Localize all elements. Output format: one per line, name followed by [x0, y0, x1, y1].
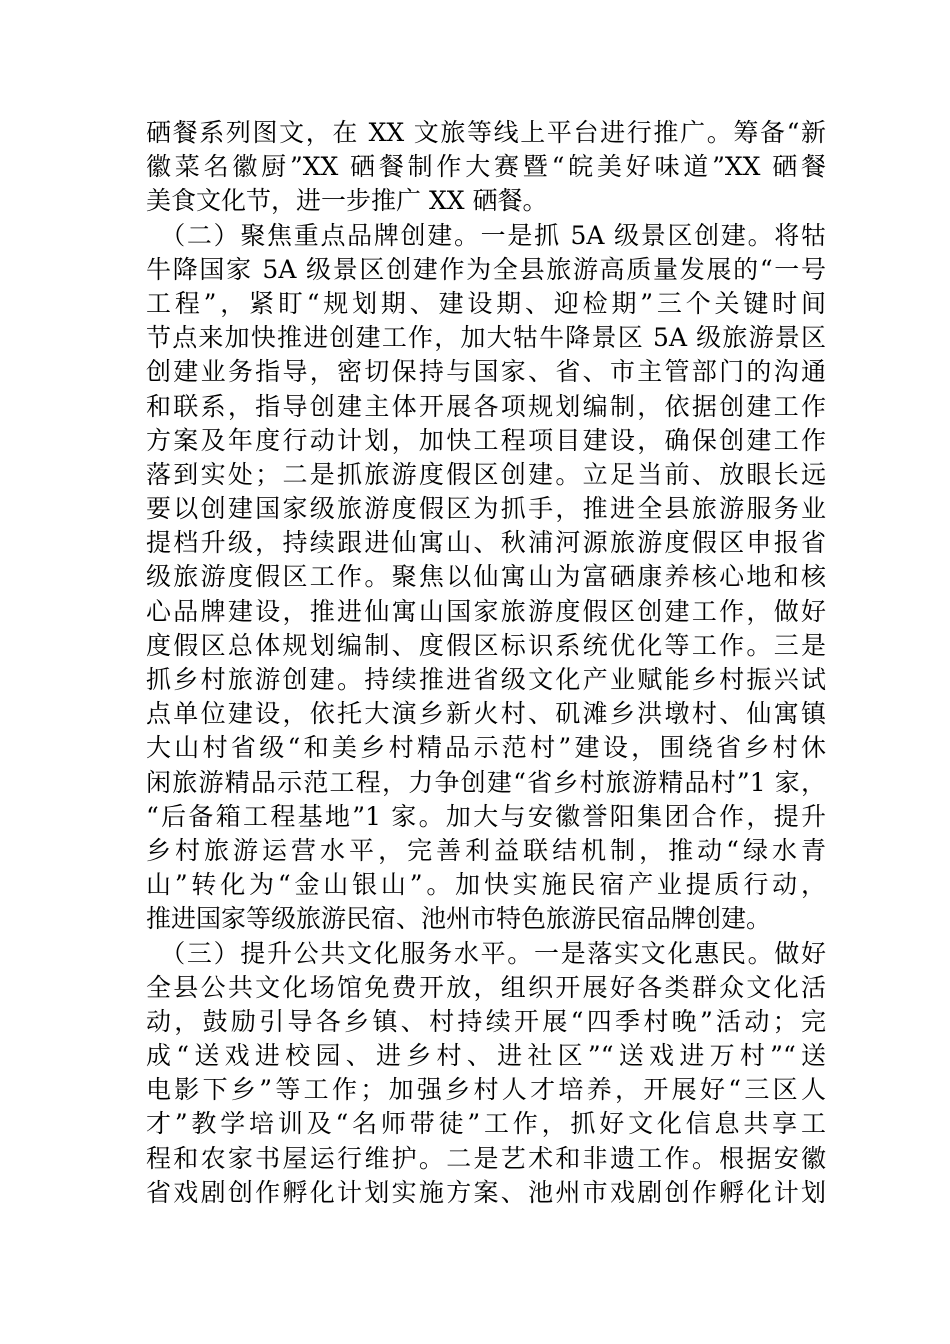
- text-line: 电影下乡”等工作；加强乡村人才培养，开展好“三区人: [146, 1075, 826, 1105]
- text-line: 心品牌建设，推进仙寓山国家旅游度假区创建工作，做好: [146, 596, 826, 626]
- text-line: 和联系，指导创建主体开展各项规划编制，依据创建工作: [146, 391, 826, 421]
- text-line: 点单位建设，依托大演乡新火村、矶滩乡洪墩村、仙寓镇: [146, 699, 826, 729]
- text-line: 徽菜名徽厨”XX 硒餐制作大赛暨“皖美好味道”XX 硒餐: [146, 152, 826, 182]
- text-line: 省戏剧创作孵化计划实施方案、池州市戏剧创作孵化计划: [146, 1177, 826, 1207]
- text-line: 乡村旅游运营水平，完善利益联结机制，推动“绿水青: [146, 835, 826, 865]
- text-line: “后备箱工程基地”1 家。加大与安徽誉阳集团合作，提升: [146, 801, 826, 831]
- text-line: （二）聚焦重点品牌创建。一是抓 5A 级景区创建。将牯: [146, 220, 826, 250]
- text-line: 方案及年度行动计划，加快工程项目建设，确保创建工作: [146, 425, 826, 455]
- text-line: 工程”，紧盯“规划期、建设期、迎检期”三个关键时间: [146, 288, 826, 318]
- text-line: 全县公共文化场馆免费开放，组织开展好各类群众文化活: [146, 972, 826, 1002]
- text-line: 才”教学培训及“名师带徒”工作，抓好文化信息共享工: [146, 1109, 826, 1139]
- text-line: 硒餐系列图文，在 XX 文旅等线上平台进行推广。筹备“新: [146, 118, 826, 147]
- text-line: 美食文化节，进一步推广 XX 硒餐。: [146, 186, 548, 216]
- document-body: [146, 116, 826, 1210]
- text-line: 抓乡村旅游创建。持续推进省级文化产业赋能乡村振兴试: [146, 665, 826, 694]
- text-line: 闲旅游精品示范工程，力争创建“省乡村旅游精品村”1 家，: [146, 767, 826, 797]
- text-line: 要以创建国家级旅游度假区为抓手，推进全县旅游服务业: [146, 494, 826, 524]
- text-line: 牛降国家 5A 级景区创建作为全县旅游高质量发展的“一号: [146, 254, 826, 284]
- text-line: 大山村省级“和美乡村精品示范村”建设，围绕省乡村休: [146, 733, 826, 763]
- text-line: 落到实处；二是抓旅游度假区创建。立足当前、放眼长远: [146, 459, 826, 489]
- text-line: （三）提升公共文化服务水平。一是落实文化惠民。做好: [146, 938, 826, 968]
- text-line: 度假区总体规划编制、度假区标识系统优化等工作。三是: [146, 630, 826, 660]
- text-line: 成“送戏进校园、进乡村、进社区”“送戏进万村”“送: [146, 1041, 826, 1071]
- text-line: 山”转化为“金山银山”。加快实施民宿产业提质行动，: [146, 870, 826, 900]
- text-line: 程和农家书屋运行维护。二是艺术和非遗工作。根据安徽: [146, 1143, 826, 1173]
- text-line: 级旅游度假区工作。聚焦以仙寓山为富硒康养核心地和核: [146, 562, 826, 592]
- text-line: 动，鼓励引导各乡镇、村持续开展“四季村晚”活动；完: [146, 1006, 826, 1036]
- text-line: 创建业务指导，密切保持与国家、省、市主管部门的沟通: [146, 357, 826, 387]
- text-line: 节点来加快推进创建工作，加大牯牛降景区 5A 级旅游景区: [146, 323, 826, 353]
- text-line: 推进国家等级旅游民宿、池州市特色旅游民宿品牌创建。: [146, 904, 772, 934]
- text-line: 提档升级，持续跟进仙寓山、秋浦河源旅游度假区申报省: [146, 528, 826, 558]
